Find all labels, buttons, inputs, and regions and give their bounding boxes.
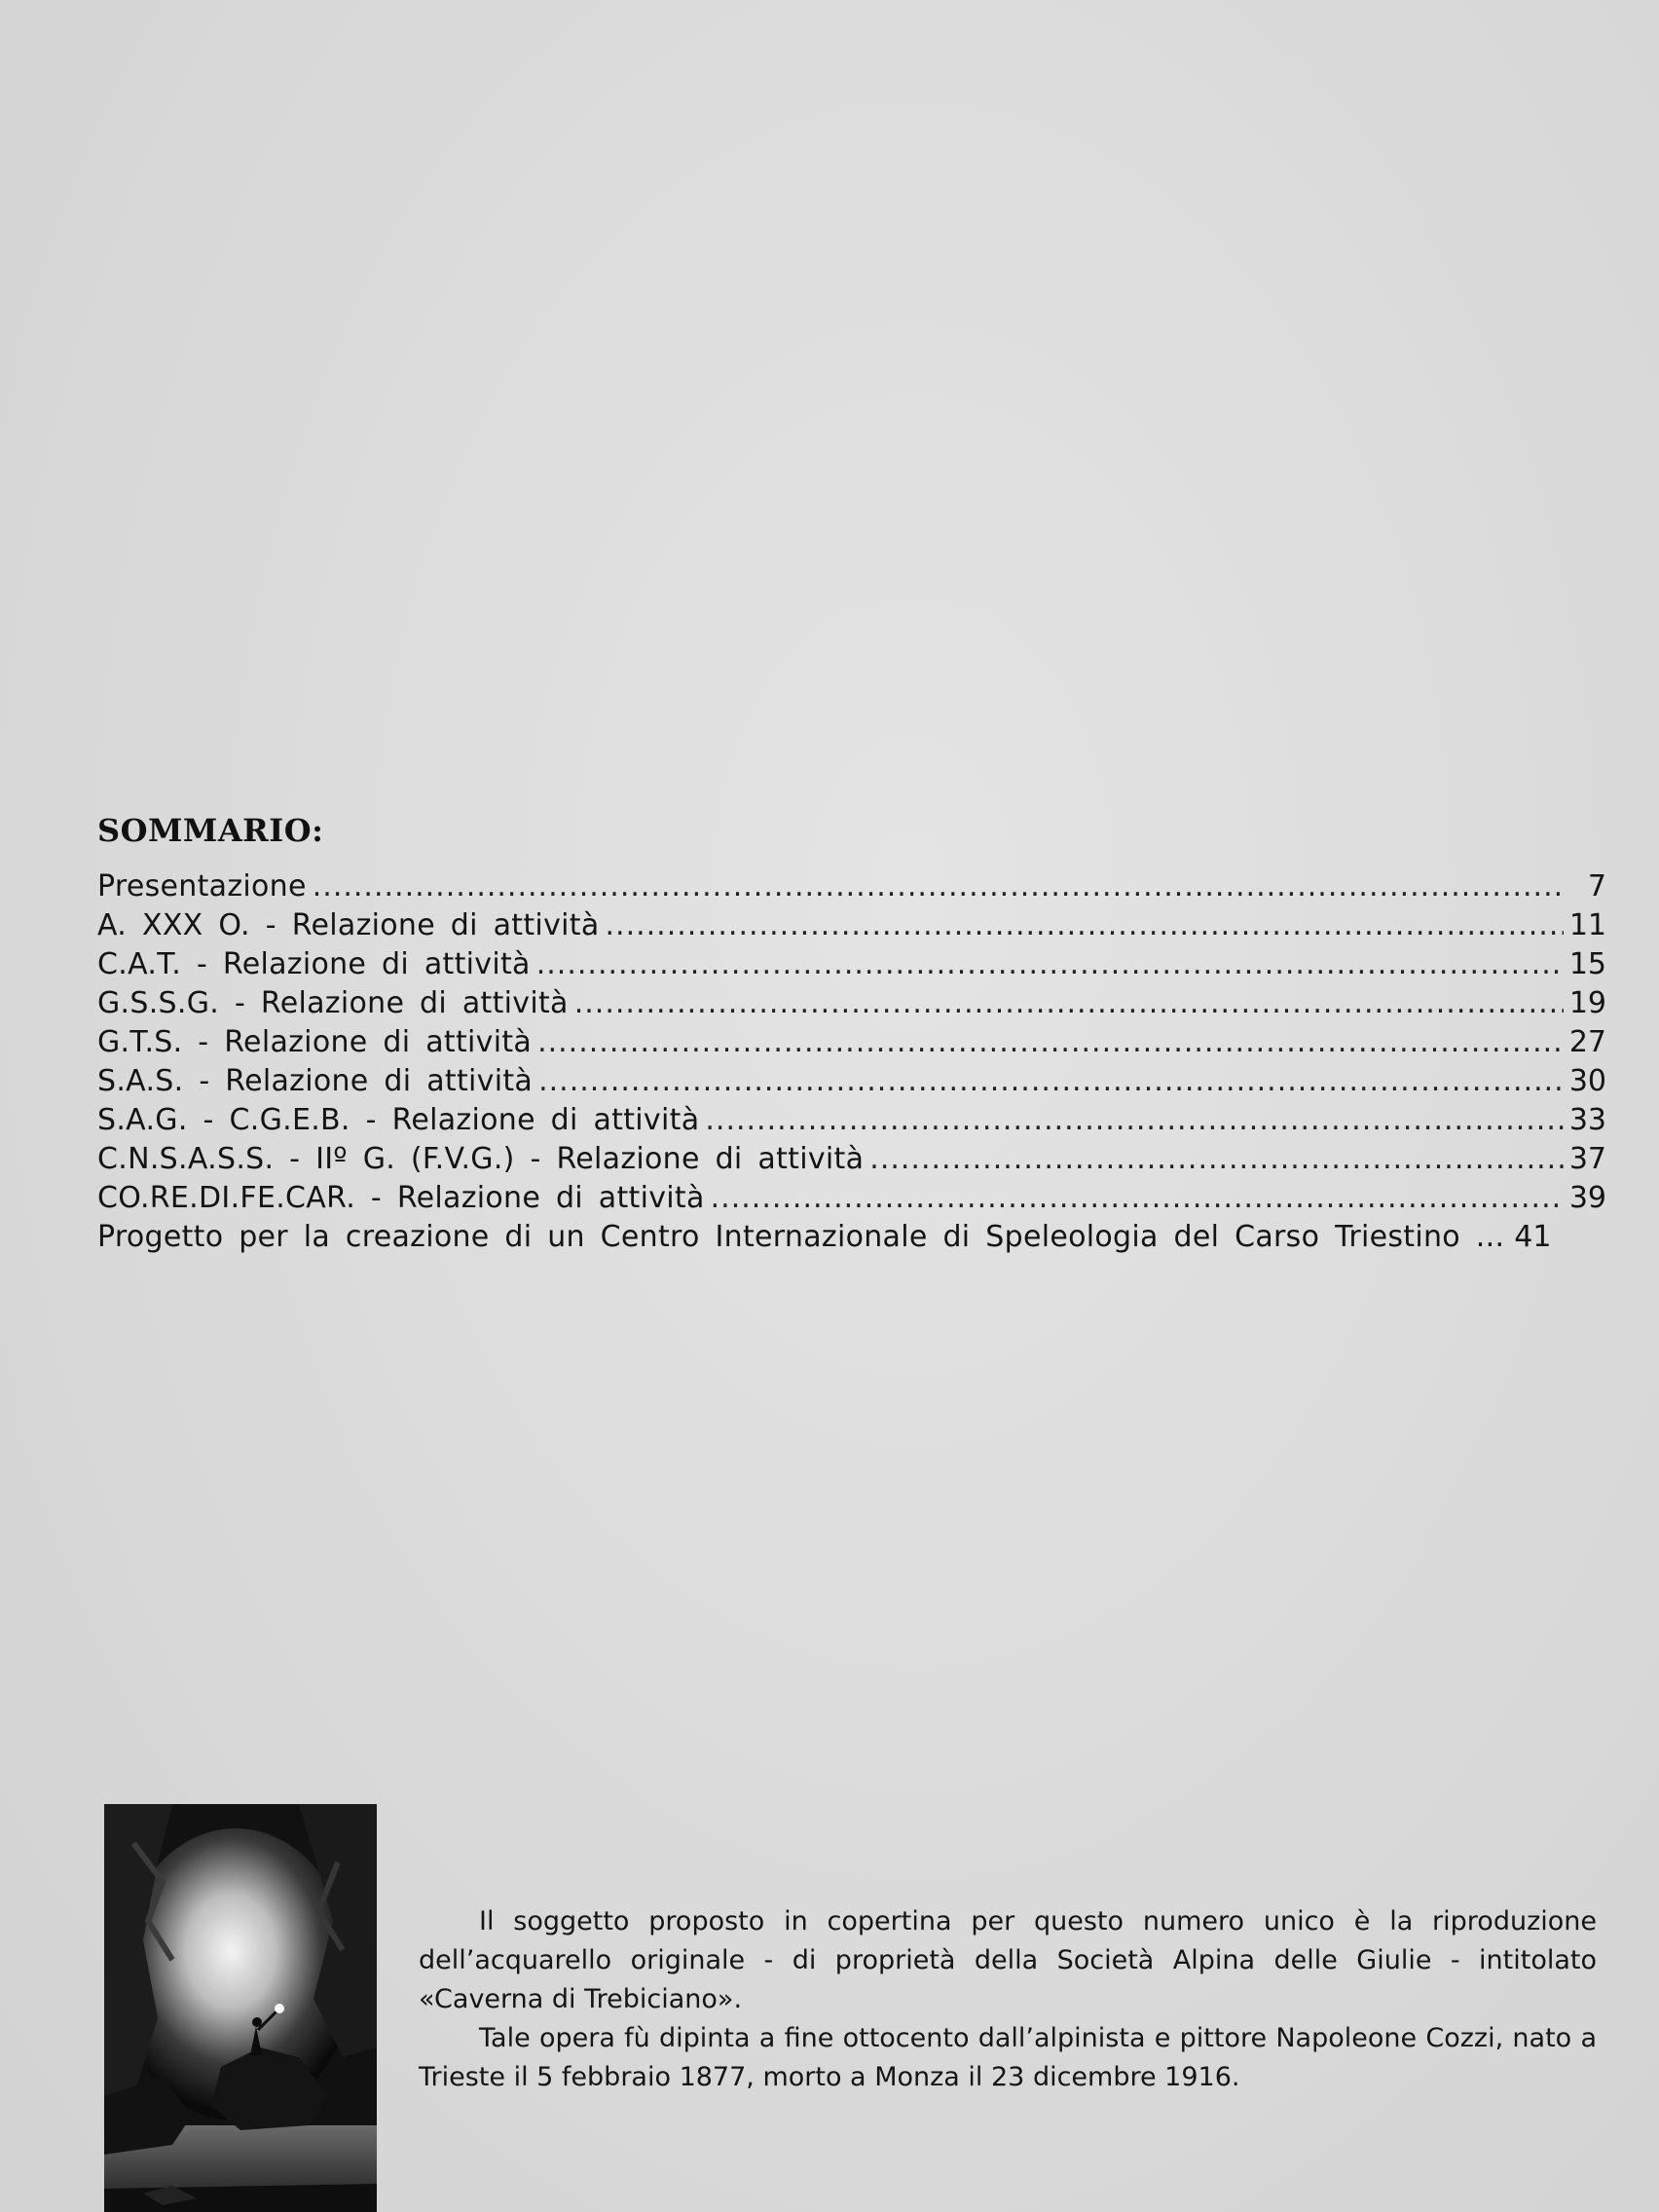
toc-leader-dots <box>711 1179 1564 1218</box>
toc-title: SOMMARIO: <box>97 812 324 849</box>
caption-paragraph: Il soggetto proposto in copertina per questo numero unico è la riproduzione dell’acquarello originale - di proprietà della Società Alpina delle Giulie - intitolato «Caverna di Trebiciano». <box>419 1906 1597 2014</box>
toc-leader-dots <box>313 867 1566 906</box>
toc-leader-dots <box>869 1140 1564 1179</box>
toc-entry <box>97 1179 1606 1218</box>
toc-entry-page: 41 <box>1514 1220 1552 1254</box>
toc-entry-label: A. XXX O. - Relazione di attività <box>97 908 600 942</box>
toc-entry-label: S.A.S. - Relazione di attività <box>97 1064 534 1098</box>
cover-caption <box>419 1902 1597 2097</box>
toc-leader-dots <box>606 906 1564 945</box>
toc-entry-page: 15 <box>1568 947 1606 981</box>
toc-entry-label: Presentazione <box>97 869 307 903</box>
toc-entry-label: CO.RE.DI.FE.CAR. - Relazione di attività <box>97 1181 705 1215</box>
toc-entry-label: C.A.T. - Relazione di attività <box>97 947 531 981</box>
toc-leader-dots <box>574 984 1564 1023</box>
toc-entry-label: G.T.S. - Relazione di attività <box>97 1025 533 1059</box>
toc-entry-page: 33 <box>1568 1103 1606 1137</box>
toc-entry-page: 7 <box>1587 869 1606 903</box>
toc-entry-page: 37 <box>1568 1142 1606 1176</box>
toc-entry <box>97 1023 1606 1062</box>
cave-painting-graphic <box>104 1804 377 2212</box>
toc-entry-page: 27 <box>1568 1025 1606 1059</box>
toc-entry <box>97 1062 1606 1101</box>
toc-entry-label: S.A.G. - C.G.E.B. - Relazione di attività <box>97 1103 700 1137</box>
toc-entry <box>97 1140 1606 1179</box>
toc-entry <box>97 945 1606 984</box>
cover-painting-image <box>104 1804 377 2212</box>
caption-paragraph: Tale opera fù dipinta a fine ottocento dall’alpinista e pittore Napoleone Cozzi, nato a Trieste il 5 febbraio 1877, morto a Monza il 23 dicembre 1916. <box>419 2023 1597 2092</box>
toc-entry <box>97 1218 1606 1257</box>
toc-leader-dots <box>705 1101 1563 1140</box>
toc-entry-label: Progetto per la creazione di un Centro Internazionale di Speleologia del Carso Triestino ... <box>97 1220 1505 1254</box>
toc-leader-dots <box>537 1023 1564 1062</box>
toc-leader-dots <box>538 1062 1564 1101</box>
toc-leader-dots <box>536 945 1564 984</box>
toc-entry <box>97 867 1606 906</box>
toc-entry-label: C.N.S.A.S.S. - IIº G. (F.V.G.) - Relazione di attività <box>97 1142 865 1176</box>
toc-entry <box>97 984 1606 1023</box>
table-of-contents <box>97 867 1606 1257</box>
toc-entry-page: 19 <box>1568 986 1606 1020</box>
toc-entry-page: 39 <box>1568 1181 1606 1215</box>
toc-entry-page: 30 <box>1568 1064 1606 1098</box>
toc-entry <box>97 906 1606 945</box>
toc-entry-page: 11 <box>1568 908 1606 942</box>
toc-entry <box>97 1101 1606 1140</box>
toc-entry-label: G.S.S.G. - Relazione di attività <box>97 986 569 1020</box>
